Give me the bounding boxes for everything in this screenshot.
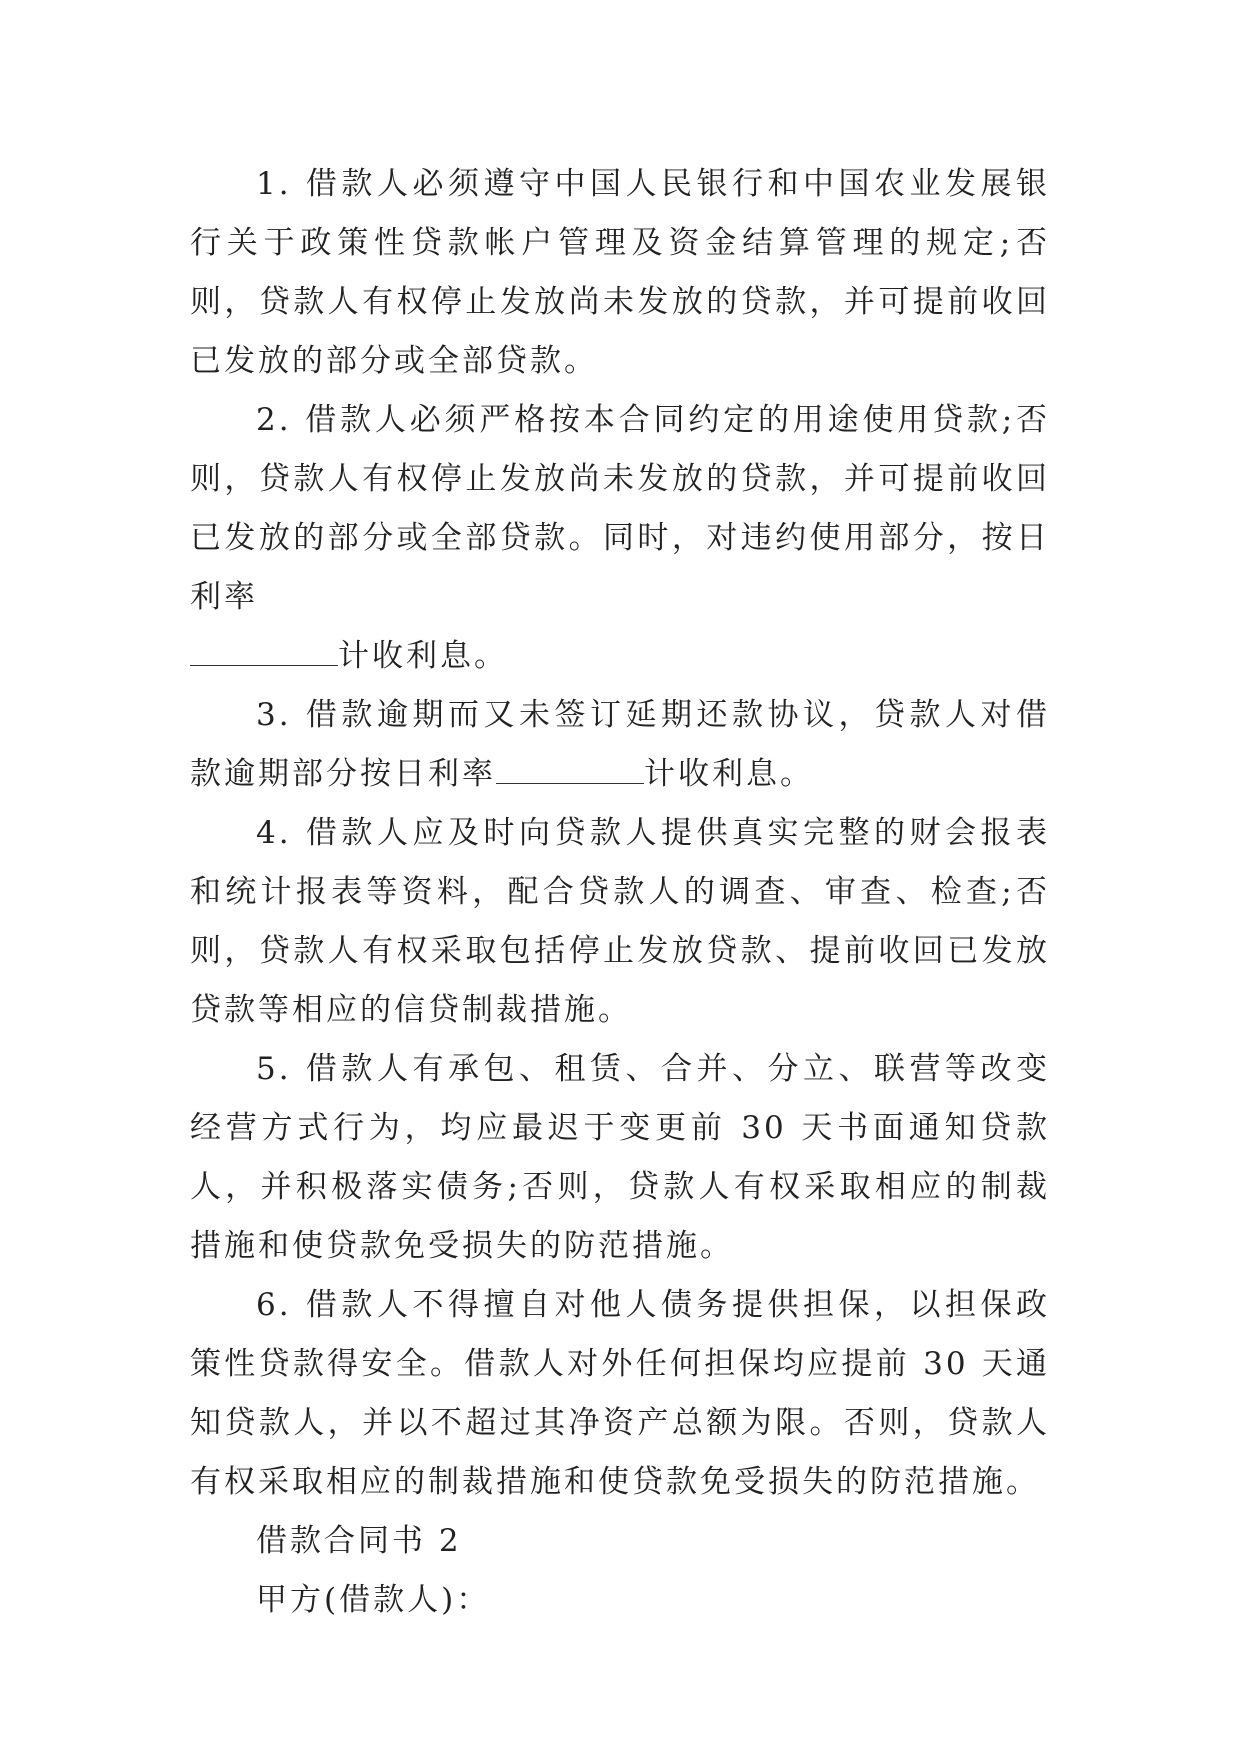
clause-3-text: 3. 借款逾期而又未签订延期还款协议，贷款人对借款逾期部分按日利率 xyxy=(190,697,1050,792)
section-title: 借款合同书 2 xyxy=(256,1523,462,1559)
clause-2-tail: 计收利息。 xyxy=(338,638,508,674)
clause-3-tail: 计收利息。 xyxy=(644,756,814,792)
party-a-label: 甲方(借款人)： xyxy=(256,1582,491,1618)
clause-3 xyxy=(190,686,1050,804)
clause-2 xyxy=(190,391,1050,686)
clause-2-text: 2. 借款人必须严格按本合同约定的用途使用贷款;否则，贷款人有权停止发放尚未发放的贷款，并可提前收回已发放的部分或全部贷款。同时，对违约使用部分，按日利率 xyxy=(190,402,1050,615)
interest-rate-blank-2 xyxy=(496,753,644,784)
interest-rate-blank-1 xyxy=(190,635,338,666)
document-body xyxy=(190,155,1050,1630)
clause-1: 1. 借款人必须遵守中国人民银行和中国农业发展银行关于政策性贷款帐户管理及资金结算管理的规定;否则，贷款人有权停止发放尚未发放的贷款，并可提前收回已发放的部分或全部贷款。 xyxy=(190,166,1050,379)
clause-4: 4. 借款人应及时向贷款人提供真实完整的财会报表和统计报表等资料，配合贷款人的调查、审查、检查;否则，贷款人有权采取包括停止发放贷款、提前收回已发放贷款等相应的信贷制裁措施。 xyxy=(190,815,1050,1028)
clause-6: 6. 借款人不得擅自对他人债务提供担保，以担保政策性贷款得安全。借款人对外任何担保均应提前 30 天通知贷款人，并以不超过其净资产总额为限。否则，贷款人有权采取相应的制裁措施和使贷款免受损失的防范措施。 xyxy=(190,1287,1050,1500)
clause-5: 5. 借款人有承包、租赁、合并、分立、联营等改变经营方式行为，均应最迟于变更前 30 天书面通知贷款人，并积极落实债务;否则，贷款人有权采取相应的制裁措施和使贷款免受损失的防范措施。 xyxy=(190,1051,1050,1264)
